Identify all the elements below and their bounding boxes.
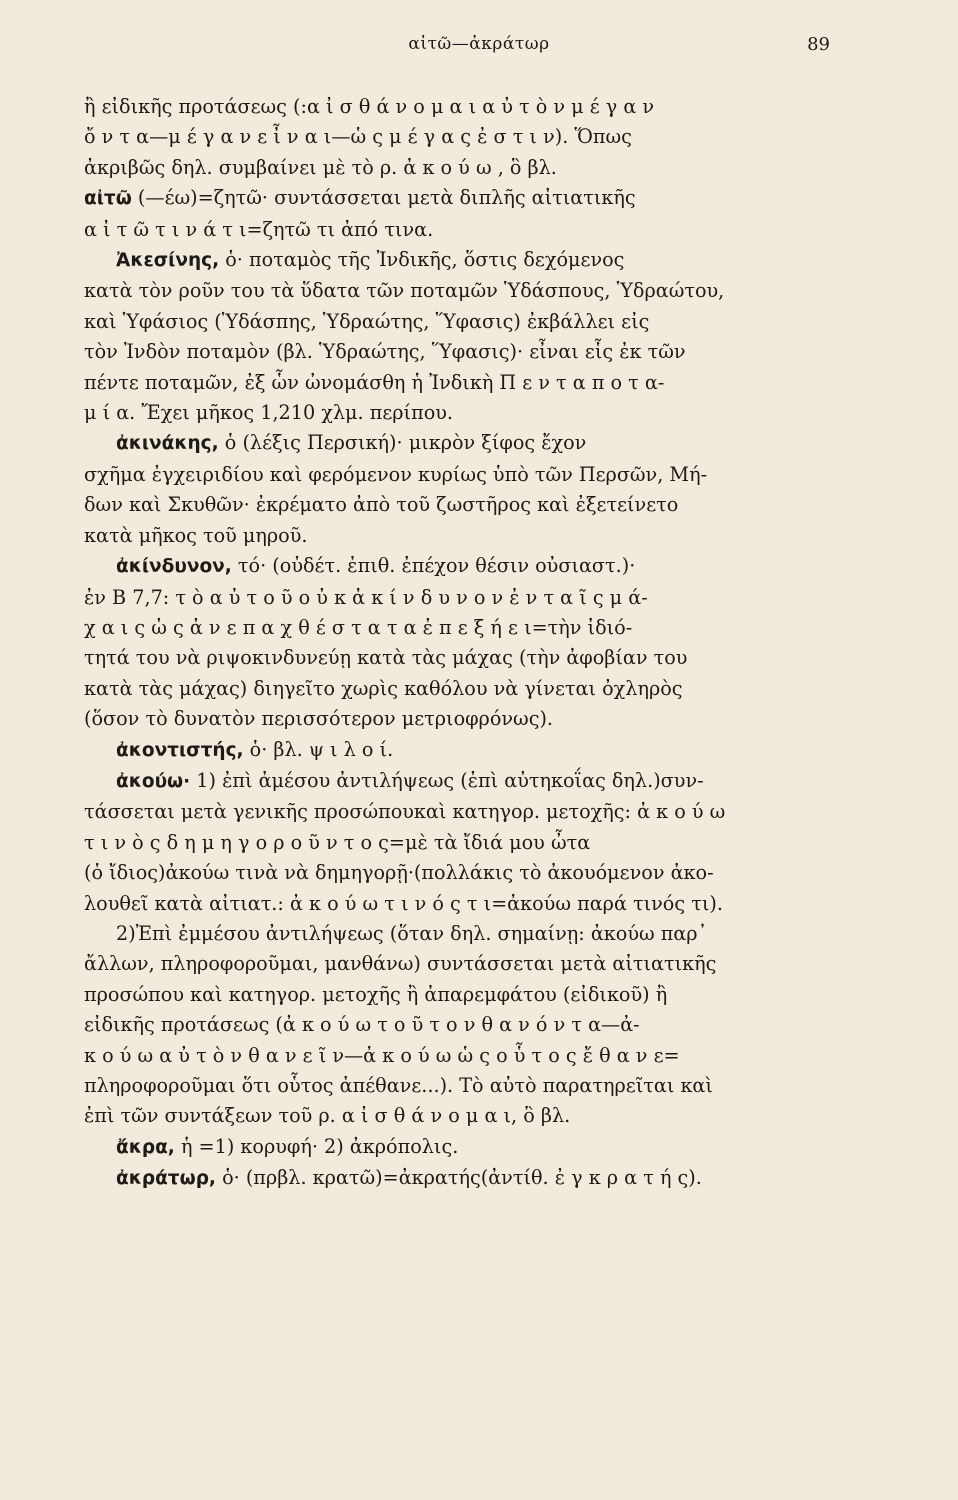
text-line: [84, 1132, 854, 1163]
text-line: [84, 643, 854, 673]
text-line: [84, 122, 854, 152]
text-line: [84, 1071, 854, 1101]
line-text: πληροφοροῦμαι ὅτι οὗτος ἀπέθανε...). Τὸ αὐτὸ παρατηρεῖται καὶ: [84, 1074, 713, 1097]
entry-headword: ἀκίνδυνον,: [116, 556, 232, 578]
text-line: [84, 704, 854, 734]
line-text: τητά του νὰ ριψοκινδυνεύῃ κατὰ τὰς μάχας (τὴν ἀφοβίαν του: [84, 646, 688, 670]
line-text: 1) ἐπὶ ἀμέσου ἀντιλήψεως (ἐπὶ αὐτηκοΐας δηλ.)συν-: [190, 768, 704, 792]
line-text: (—έω)=ζητῶ· συντάσσεται μετὰ διπλῆς αἰτιατικῆς: [131, 186, 636, 210]
text-line: [84, 919, 854, 949]
text-line: [84, 674, 854, 704]
line-text: κατὰ τὰς μάχας) διηγεῖτο χωρὶς καθόλου νὰ γίνεται ὀχληρὸς: [84, 676, 683, 700]
line-text: α ἰ τ ῶ τ ι ν ά τ ι=ζητῶ τι ἀπό τινα.: [84, 217, 434, 241]
line-text: ἀκριβῶς δηλ. συμβαίνει μὲ τὸ ρ. ἀ κ ο ύ ω , ὃ βλ.: [84, 155, 557, 179]
line-text: καὶ Ὑφάσιος (Ὑδάσπης, Ὑδραώτης, Ὕφασις) ἐκβάλλει εἰς: [84, 309, 650, 333]
line-text: (ὁ ἴδιος)ἀκούω τινὰ νὰ δημηγορῇ·(πολλάκις τὸ ἀκουόμενον ἀκο-: [84, 861, 714, 885]
text-line: [84, 1010, 854, 1040]
line-text: ἄλλων, πληροφοροῦμαι, μανθάνω) συντάσσεται μετὰ αἰτιατικῆς: [84, 952, 717, 976]
text-line: [84, 889, 854, 919]
text-line: [84, 428, 854, 459]
entry-headword: ἀκράτωρ,: [116, 1168, 216, 1190]
line-text: μ ί α. Ἔχει μῆκος 1,210 χλμ. περίπου.: [84, 401, 454, 425]
line-text: ὄ ν τ α—μ έ γ α ν ε ἶ ν α ι—ὡ ς μ έ γ α ς ἐ σ τ ι ν). Ὅπως: [84, 125, 632, 149]
dictionary-text: [84, 92, 854, 1195]
line-text: λουθεῖ κατὰ αἰτιατ.: ἀ κ ο ύ ω τ ι ν ό ς τ ι=ἀκούω παρά τινός τι).: [84, 891, 723, 915]
text-line: [84, 307, 854, 337]
line-text: 2)Ἐπὶ ἐμμέσου ἀντιλήψεως (ὅταν δηλ. σημαίνῃ: ἀκούω παρ᾽: [116, 921, 708, 945]
line-text: δων καὶ Σκυθῶν· ἐκρέματο ἀπὸ τοῦ ζωστῆρος καὶ ἐξετείνετο: [84, 493, 679, 517]
line-text: ὁ· (πρβλ. κρατῶ)=ἀκρατής(ἀντίθ. ἐ γ κ ρ α τ ή ς).: [215, 1166, 702, 1190]
text-line: [84, 398, 854, 428]
line-text: ὁ (λέξις Περσική)· μικρὸν ξίφος ἔχον: [218, 431, 587, 455]
line-text: τ ι ν ὸ ς δ η μ η γ ο ρ ο ῦ ν τ ο ς=μὲ τὰ ἴδιά μου ὦτα: [84, 830, 591, 854]
text-line: [84, 215, 854, 245]
text-line: [84, 460, 854, 490]
line-text: κ ο ύ ω α ὐ τ ὸ ν θ α ν ε ῖ ν—ἀ κ ο ύ ω ὡ ς ο ὗ τ ο ς ἔ θ α ν ε=: [84, 1043, 680, 1067]
page-number: 89: [807, 34, 830, 55]
running-head: αἰτῶ—ἀκράτωρ: [408, 34, 550, 54]
line-text: κατὰ τὸν ροῦν του τὰ ὕδατα τῶν ποταμῶν Ὑδάσπους, Ὑδραώτου,: [84, 279, 725, 303]
text-line: [84, 766, 854, 797]
text-line: [84, 1163, 854, 1194]
line-text: (ὅσον τὸ δυνατὸν περισσότερον μετριοφρόνως).: [84, 707, 554, 731]
line-text: πέντε ποταμῶν, ἐξ ὧν ὠνομάσθη ἡ Ἰνδικὴ Π ε ν τ α π ο τ α-: [84, 370, 665, 394]
text-line: [84, 797, 854, 827]
text-line: [84, 1101, 854, 1131]
line-text: ἐν Β 7,7: τ ὸ α ὐ τ ο ῦ ο ὐ κ ἀ κ ί ν δ υ ν ο ν ἐ ν τ α ῖ ς μ ά-: [84, 585, 648, 609]
text-line: [84, 490, 854, 520]
entry-headword: ἀκινάκης,: [116, 433, 219, 455]
line-text: χ α ι ς ὡ ς ἀ ν ε π α χ θ έ σ τ α τ α ἐ π ε ξ ή ε ι=τὴν ἰδιό-: [84, 615, 633, 639]
text-line: [84, 980, 854, 1010]
text-line: [84, 735, 854, 766]
entry-headword: ἄκρα,: [116, 1136, 175, 1158]
text-line: [84, 828, 854, 858]
entry-headword: αἰτῶ: [84, 188, 132, 210]
entry-headword: ἀκοντιστής,: [116, 739, 244, 761]
text-line: [84, 92, 854, 122]
text-line: [84, 858, 854, 888]
text-line: [84, 368, 854, 398]
text-line: [84, 613, 854, 643]
text-line: [84, 276, 854, 306]
line-text: ἐπὶ τῶν συντάξεων τοῦ ρ. α ἰ σ θ ά ν ο μ α ι, ὃ βλ.: [84, 1104, 571, 1128]
line-text: ὁ· βλ. ψ ι λ ο ί.: [243, 737, 394, 761]
line-text: τάσσεται μετὰ γενικῆς προσώπουκαὶ κατηγορ. μετοχῆς: ἀ κ ο ύ ω: [84, 800, 726, 824]
text-line: [84, 551, 854, 582]
entry-headword: Ἀκεσίνης,: [116, 250, 220, 272]
text-line: [84, 245, 854, 276]
line-text: ὁ· ποταμὸς τῆς Ἰνδικῆς, ὅστις δεχόμενος: [219, 248, 625, 272]
entry-headword: ἀκούω·: [116, 770, 191, 792]
text-line: [84, 337, 854, 367]
line-text: σχῆμα ἐγχειριδίου καὶ φερόμενον κυρίως ὑπὸ τῶν Περσῶν, Μή-: [84, 462, 708, 486]
text-line: [84, 1041, 854, 1071]
line-text: εἰδικῆς προτάσεως (ἀ κ ο ύ ω τ ο ῦ τ ο ν θ α ν ό ν τ α—ἀ-: [84, 1013, 640, 1037]
line-text: ἢ εἰδικῆς προτάσεως (:α ἰ σ θ ά ν ο μ α ι α ὐ τ ὸ ν μ έ γ α ν: [84, 95, 655, 118]
line-text: κατὰ μῆκος τοῦ μηροῦ.: [84, 523, 308, 547]
line-text: τὸν Ἰνδὸν ποταμὸν (βλ. Ὑδραώτης, Ὕφασις)· εἶναι εἷς ἐκ τῶν: [84, 340, 686, 364]
text-line: [84, 153, 854, 183]
line-text: τό· (οὐδέτ. ἐπιθ. ἐπέχον θέσιν οὐσιαστ.)·: [231, 554, 636, 578]
text-line: [84, 183, 854, 214]
line-text: προσώπου καὶ κατηγορ. μετοχῆς ἢ ἀπαρεμφάτου (εἰδικοῦ) ἢ: [84, 982, 668, 1006]
text-line: [84, 949, 854, 979]
text-line: [84, 521, 854, 551]
line-text: ἡ =1) κορυφή· 2) ἀκρόπολις.: [174, 1134, 459, 1158]
text-line: [84, 583, 854, 613]
